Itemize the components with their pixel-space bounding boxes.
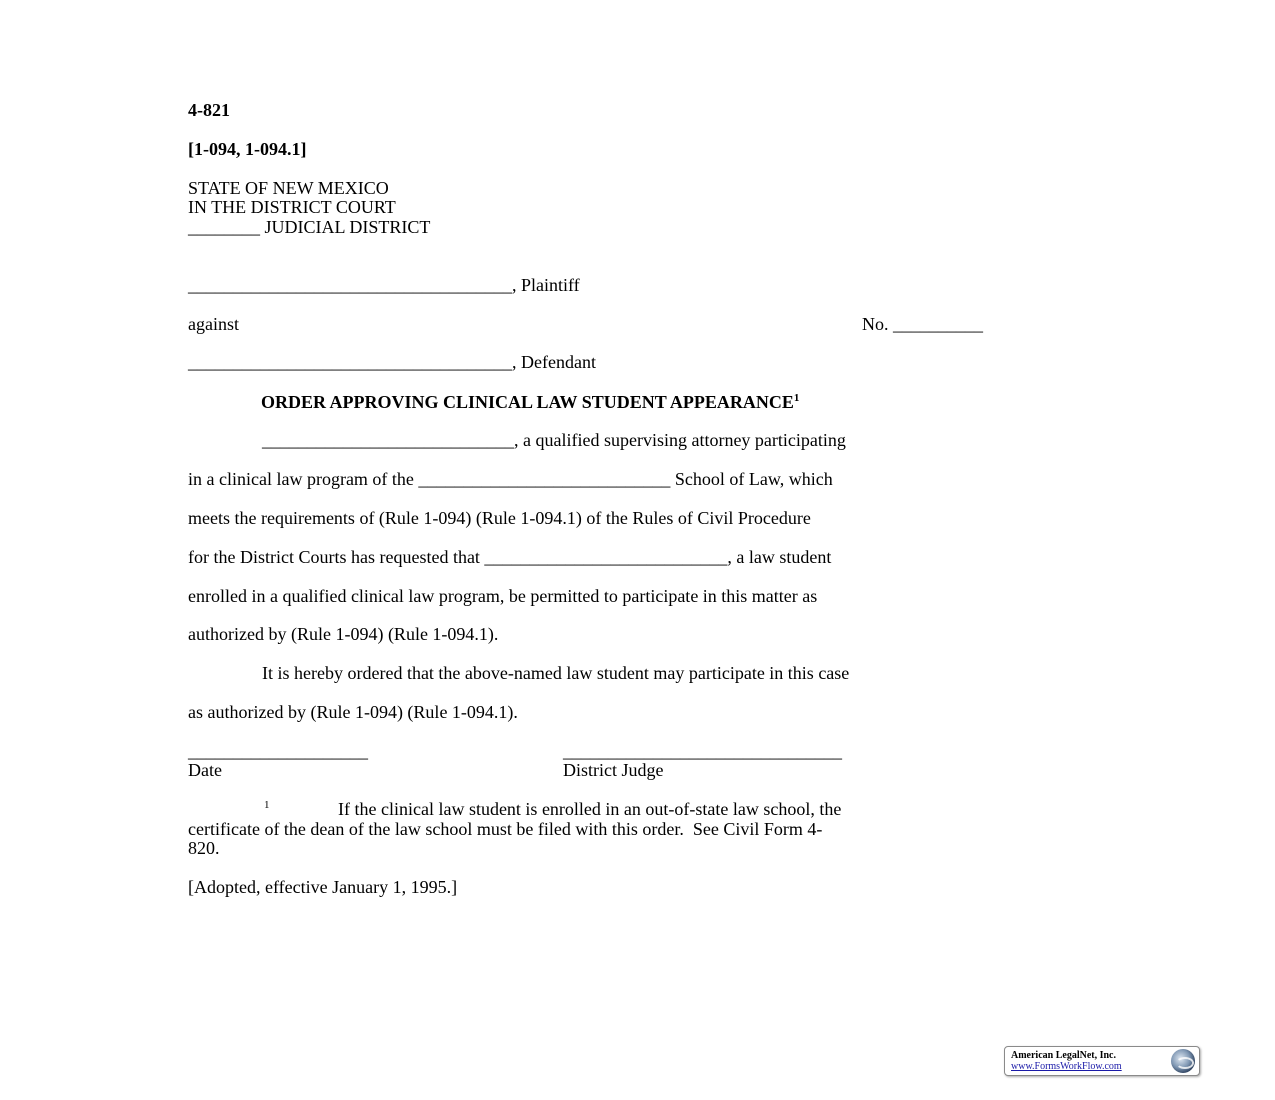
- american-legalnet-logo[interactable]: [1004, 1046, 1200, 1076]
- defendant-line: ____________________________________, Defendant: [188, 352, 596, 372]
- form-number: 4-821: [188, 100, 230, 120]
- adopted-note: [Adopted, effective January 1, 1995.]: [188, 877, 458, 897]
- district-judge-label: District Judge: [563, 760, 664, 780]
- footnote-mark: 1: [264, 799, 270, 811]
- logo-website-link[interactable]: www.FormsWorkFlow.com: [1011, 1061, 1122, 1072]
- state-heading: STATE OF NEW MEXICO: [188, 178, 389, 198]
- footnote-line: 820.: [188, 838, 220, 858]
- date-label: Date: [188, 760, 222, 780]
- against-label: against: [188, 314, 239, 334]
- rule-references: [1-094, 1-094.1]: [188, 139, 307, 159]
- footnote-line: If the clinical law student is enrolled in an out-of-state law school, the: [338, 799, 842, 819]
- body-line: in a clinical law program of the ____________________________ School of Law, which: [188, 469, 833, 489]
- order-line: as authorized by (Rule 1-094) (Rule 1-094.1).: [188, 702, 518, 722]
- footnote-reference: 1: [793, 392, 800, 404]
- body-line: meets the requirements of (Rule 1-094) (Rule 1-094.1) of the Rules of Civil Procedure: [188, 508, 811, 528]
- date-signature-line: ____________________: [188, 741, 368, 761]
- plaintiff-line: ____________________________________, Plaintiff: [188, 275, 580, 295]
- logo-company-name: American LegalNet, Inc.: [1011, 1050, 1116, 1061]
- body-line: for the District Courts has requested that ___________________________, a law student: [188, 547, 832, 567]
- globe-icon: [1171, 1049, 1195, 1073]
- body-line: ____________________________, a qualified supervising attorney participating: [262, 430, 846, 450]
- body-line: authorized by (Rule 1-094) (Rule 1-094.1).: [188, 624, 499, 644]
- case-number-field: No. __________: [862, 314, 983, 334]
- order-title-text: ORDER APPROVING CLINICAL LAW STUDENT APPEARANCE: [261, 392, 794, 412]
- judicial-district-heading: ________ JUDICIAL DISTRICT: [188, 217, 431, 237]
- judge-signature-line: _______________________________: [563, 741, 842, 761]
- court-heading: IN THE DISTRICT COURT: [188, 197, 396, 217]
- order-line: It is hereby ordered that the above-named law student may participate in this case: [262, 663, 850, 683]
- footnote-line: certificate of the dean of the law school must be filed with this order. See Civil Form 4-: [188, 819, 823, 839]
- order-title: [261, 392, 799, 412]
- body-line: enrolled in a qualified clinical law program, be permitted to participate in this matter as: [188, 586, 818, 606]
